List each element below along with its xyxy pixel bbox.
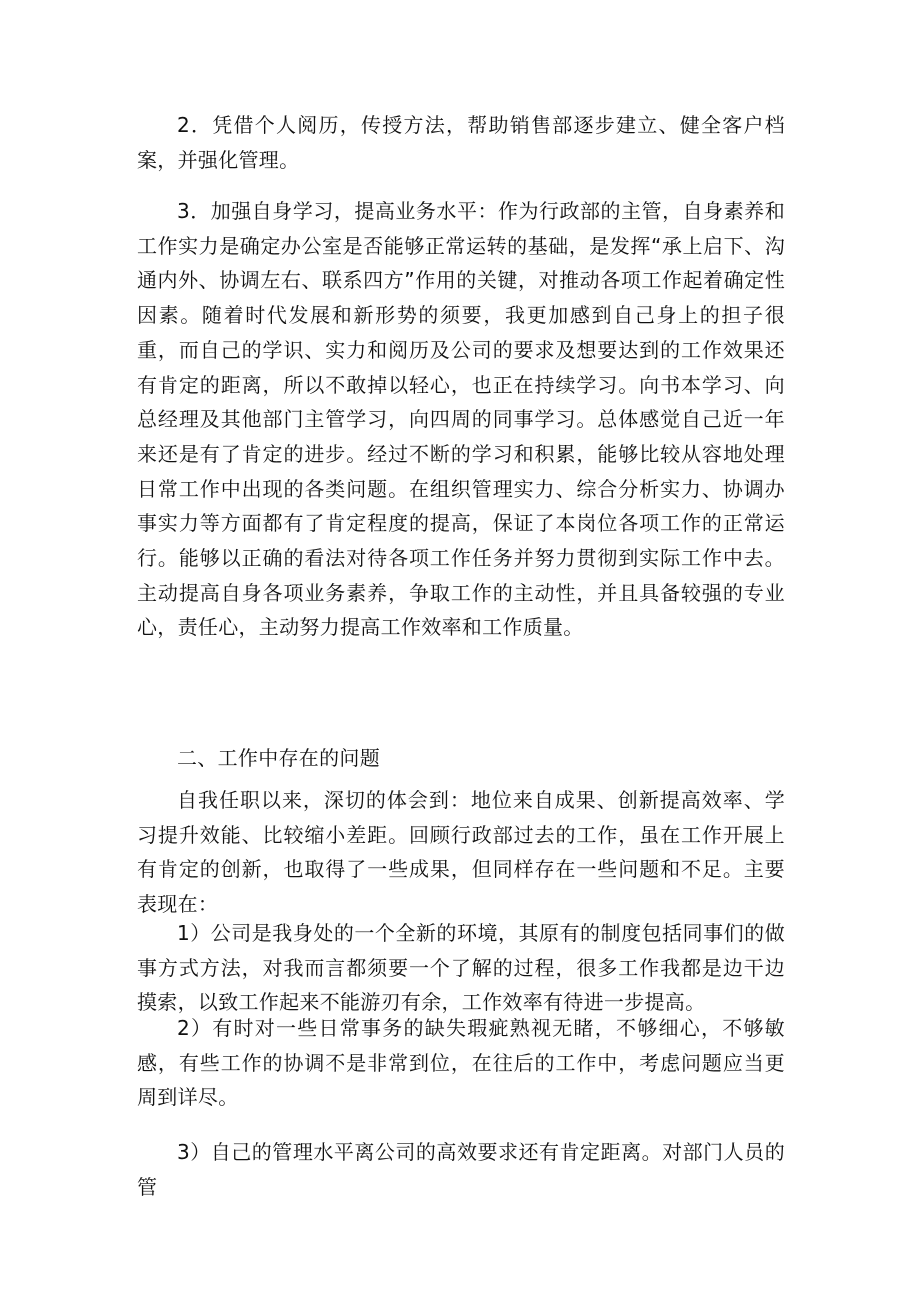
paragraph-problem-1: 1）公司是我身处的一个全新的环境，其原有的制度包括同事们的做事方式方法，对我而言都须要一个了解的过程，很多工作我都是边干边摸索，以致工作起来不能游刃有余，工作效率有待进一步提高。 — [137, 921, 785, 1015]
paragraph-problem-3: 3）自己的管理水平离公司的高效要求还有肯定距离。对部门人员的管 — [137, 1140, 785, 1199]
section-heading: 二、工作中存在的问题 — [177, 746, 380, 770]
paragraph-intro: 自我任职以来，深切的体会到：地位来自成果、创新提高效率、学习提升效能、比较缩小差距。回顾行政部过去的工作，虽在工作开展上有肯定的创新，也取得了一些成果，但同样存在一些问题和不足。主要表现在： — [137, 788, 785, 917]
paragraph-item-2: 2．凭借个人阅历，传授方法，帮助销售部逐步建立、健全客户档案，并强化管理。 — [137, 113, 785, 172]
paragraph-item-3: 3．加强自身学习，提高业务水平：作为行政部的主管，自身素养和工作实力是确定办公室是否能够正常运转的基础，是发挥“承上启下、沟通内外、协调左右、联系四方”作用的关键，对推动各项工作起着确定性因素。随着时代发展和新形势的须要，我更加感到自己身上的担子很重，而自己的学识、实力和阅历及公司的要求及想要达到的工作效果还有肯定的距离，所以不敢掉以轻心，也正在持续学习。向书本学习、向总经理及其他部门主管学习，向四周的同事学习。总体感觉自己近一年来还是有了肯定的进步。经过不断的学习和积累，能够比较从容地处理日常工作中出现的各类问题。在组织管理实力、综合分析实力、协调办事实力等方面都有了肯定程度的提高，保证了本岗位各项工作的正常运行。能够以正确的看法对待各项工作任务并努力贯彻到实际工作中去。主动提高自身各项业务素养，争取工作的主动性，并且具备较强的专业心，责任心，主动努力提高工作效率和工作质量。 — [137, 199, 785, 640]
paragraph-problem-2: 2）有时对一些日常事务的缺失瑕疵熟视无睹，不够细心，不够敏感，有些工作的协调不是非常到位，在往后的工作中，考虑问题应当更周到详尽。 — [137, 1016, 785, 1110]
